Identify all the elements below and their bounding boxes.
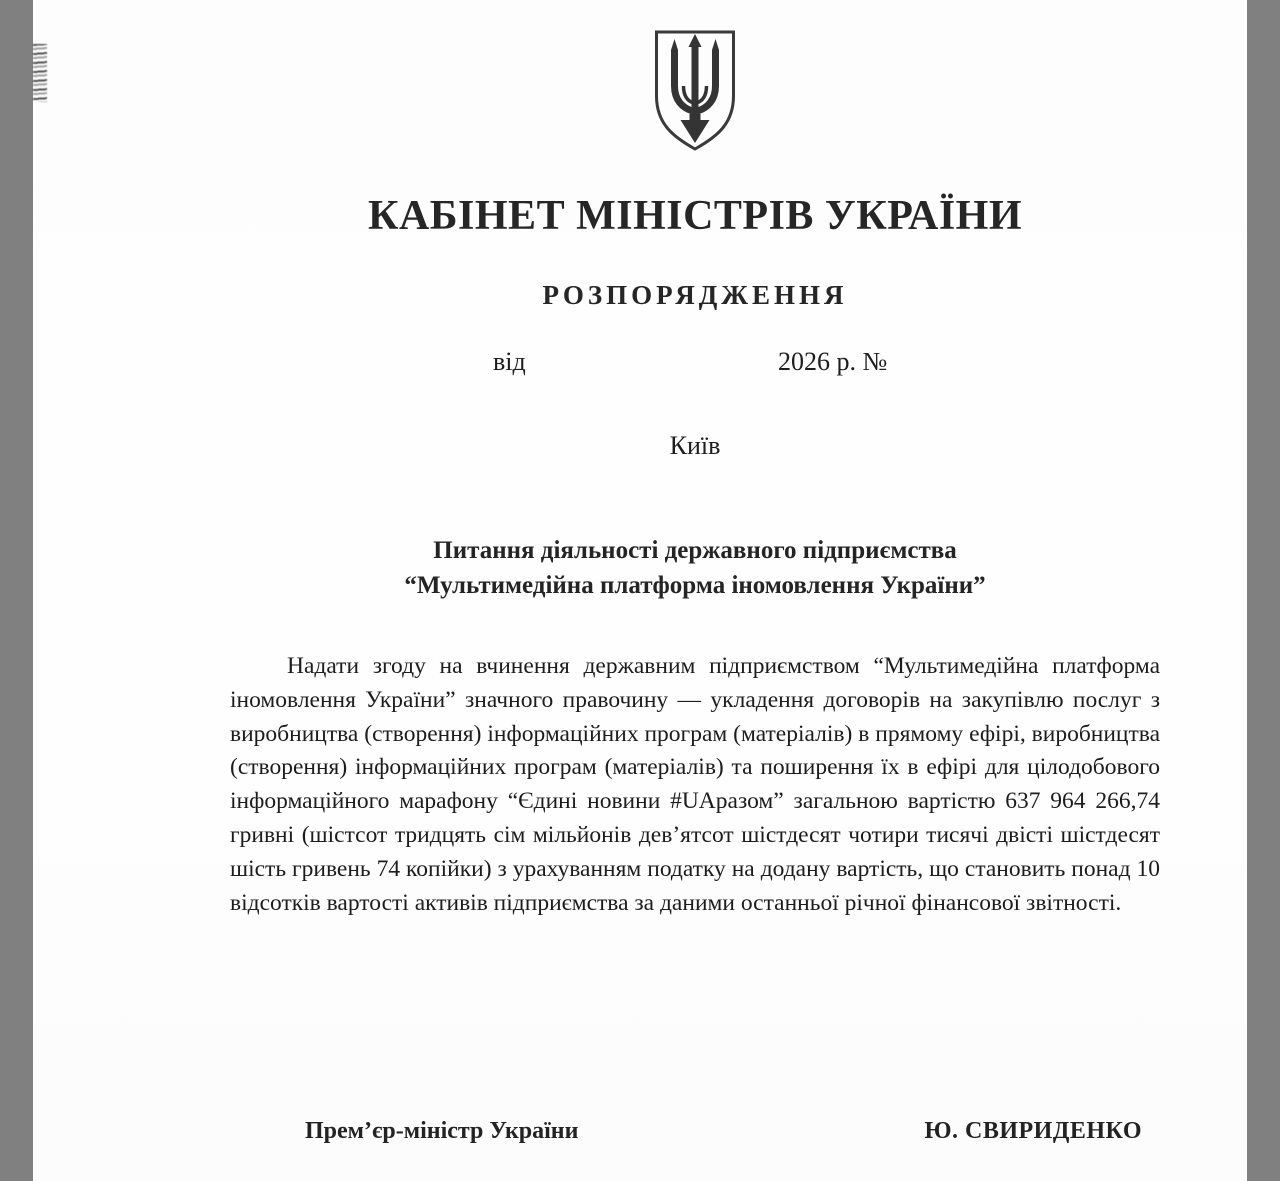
city-label: Київ bbox=[669, 431, 721, 460]
signature-block bbox=[230, 1118, 1160, 1152]
document-content bbox=[230, 0, 1160, 1181]
document-type-heading: РОЗПОРЯДЖЕННЯ bbox=[542, 280, 848, 310]
document-title bbox=[230, 533, 1160, 603]
document-title-line2: “Мультимедійна платформа іномовлення України” bbox=[404, 572, 986, 599]
ukraine-trident-emblem-icon bbox=[647, 26, 743, 156]
body-paragraph: Надати згоду на вчинення державним підприємством “Мультимедійна платформа іномовлення України” значного правочину — укладення договорів на закупівлю послуг з виробництва (створення) інформаційних програм (матеріалів) в прямому ефірі, виробництва (створення) інформаційних програм (матеріалів) та поширення їх в ефірі для цілодобового інформаційного марафону “Єдині новини #UAразом” загальною вартістю 637 964 266,74 гривні (шістсот тридцять сім мільйонів дев’ятсот шістдесят чотири тисячі двісті шістдесят шість гривень 74 копійки) з урахуванням податку на додану вартість, що становить понад 10 відсотків вартості активів підприємства за даними останньої річної фінансової звітності. bbox=[230, 653, 1160, 916]
org-name-heading: КАБІНЕТ МІНІСТРІВ УКРАЇНИ bbox=[367, 193, 1023, 239]
scan-barcode-artifact bbox=[33, 44, 47, 102]
date-line bbox=[230, 347, 1160, 381]
document-page bbox=[33, 0, 1247, 1181]
signer-position-title: Прем’єр-міністр України bbox=[305, 1118, 579, 1144]
date-year-number: 2026 р. № bbox=[778, 347, 888, 376]
document-title-line1: Питання діяльності державного підприємства bbox=[433, 537, 957, 564]
date-from-label: від bbox=[493, 347, 526, 376]
signer-name: Ю. СВИРИДЕНКО bbox=[924, 1118, 1142, 1144]
